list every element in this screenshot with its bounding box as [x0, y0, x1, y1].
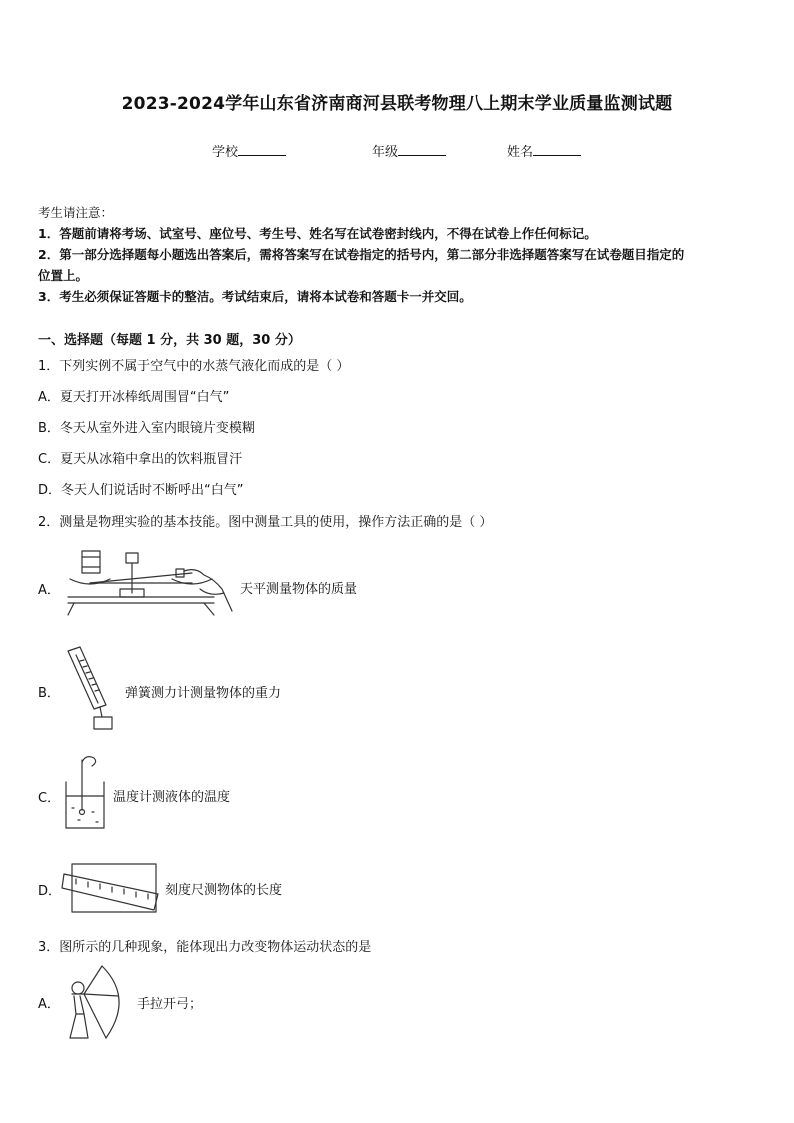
q1-option-a[interactable]: A．夏天打开冰棒纸周围冒“白气”: [38, 390, 230, 405]
q3-option-a-caption: 手拉开弓；: [137, 997, 203, 1012]
notice-item-3: 3．考生必须保证答题卡的整洁。考试结束后，请将本试卷和答题卡一并交回。: [38, 289, 472, 304]
q1-option-b[interactable]: B．冬天从室外进入室内眼镜片变模糊: [38, 421, 255, 436]
notice-item-2-cont: 位置上。: [38, 268, 89, 283]
name-label: 姓名: [507, 145, 534, 160]
page-title: 2023-2024学年山东省济南商河县联考物理八上期末学业质量监测试题: [121, 94, 673, 114]
archer-bow-figure: [62, 962, 132, 1042]
question-2-stem: 2．测量是物理实验的基本技能。图中测量工具的使用，操作方法正确的是（ ）: [38, 515, 493, 530]
question-3-stem: 3．图所示的几种现象，能体现出力改变物体运动状态的是: [38, 940, 372, 955]
q1-option-c[interactable]: C．夏天从冰箱中拿出的饮料瓶冒汗: [38, 452, 243, 467]
school-field[interactable]: [212, 141, 286, 160]
ruler-figure: [62, 858, 162, 918]
section-heading: 一、选择题（每题 1 分，共 30 题，30 分）: [38, 333, 301, 348]
question-1-stem: 1．下列实例不属于空气中的水蒸气液化而成的是（ ）: [38, 359, 350, 374]
name-blank[interactable]: [533, 142, 581, 156]
name-field[interactable]: [507, 141, 581, 160]
thermometer-figure: [62, 752, 112, 832]
grade-field[interactable]: [372, 141, 446, 160]
q2-option-c-caption: 温度计测液体的温度: [113, 790, 231, 805]
q2-option-d-caption: 刻度尺测物体的长度: [165, 883, 283, 898]
q2-option-c-letter[interactable]: C．: [38, 791, 61, 806]
q3-option-a-letter[interactable]: A．: [38, 997, 60, 1012]
notice-item-1: 1．答题前请将考场、试室号、座位号、考生号、姓名写在试卷密封线内，不得在试卷上作任何标记。: [38, 226, 597, 241]
q2-option-d-letter[interactable]: D．: [38, 884, 62, 899]
q2-option-b-caption: 弹簧测力计测量物体的重力: [125, 686, 282, 701]
grade-blank[interactable]: [398, 142, 446, 156]
notice-item-2: 2．第一部分选择题每小题选出答案后，需将答案写在试卷指定的括号内，第二部分非选择题答案写在试卷题目指定的: [38, 247, 685, 262]
school-label: 学校: [212, 145, 239, 160]
grade-label: 年级: [372, 145, 399, 160]
spring-scale-figure: [62, 645, 122, 735]
school-blank[interactable]: [238, 142, 286, 156]
notice-heading: 考生请注意：: [38, 205, 114, 220]
q2-option-a-caption: 天平测量物体的质量: [240, 582, 358, 597]
q2-option-b-letter[interactable]: B．: [38, 686, 60, 701]
q1-option-d[interactable]: D．冬天人们说话时不断呼出“白气”: [38, 483, 244, 498]
balance-scale-figure: [64, 545, 236, 625]
q2-option-a-letter[interactable]: A．: [38, 583, 60, 598]
